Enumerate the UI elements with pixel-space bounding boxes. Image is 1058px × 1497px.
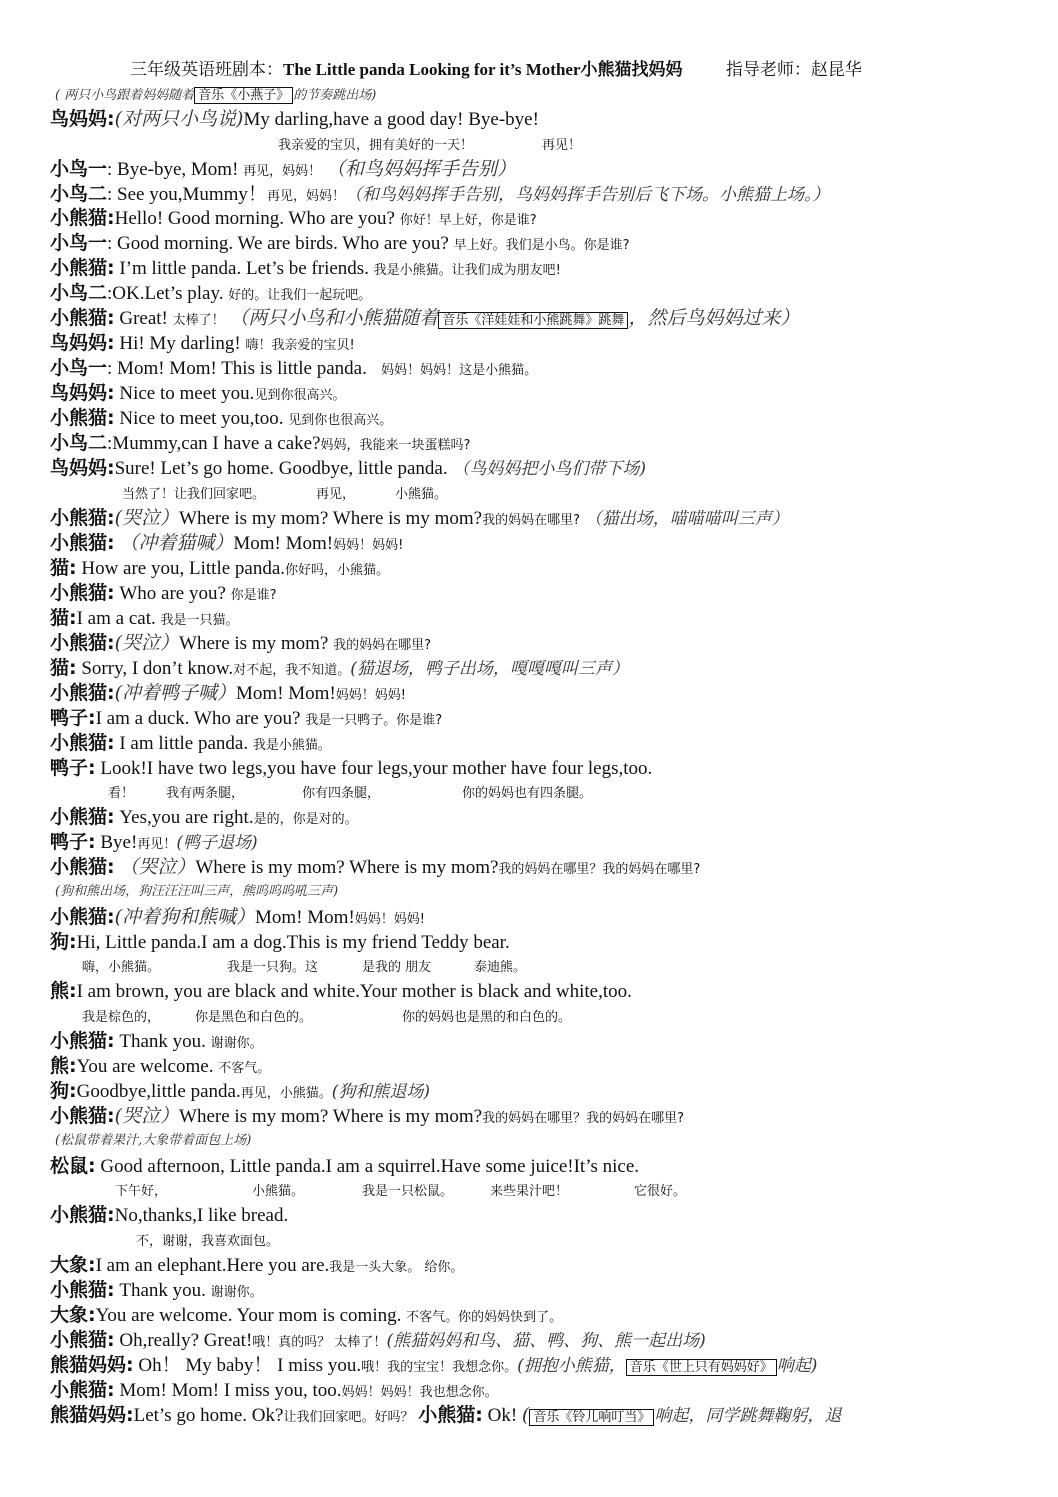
english-text: My darling,have a good day! Bye-bye! xyxy=(243,109,539,130)
chinese-text: 对不起，我不知道。 xyxy=(233,663,351,678)
speaker: 熊: xyxy=(50,980,77,1002)
dialogue-line xyxy=(50,353,537,380)
speaker: 小鸟二 xyxy=(50,432,108,454)
translation: 来些果汁吧！ xyxy=(490,1184,569,1199)
dialogue-line xyxy=(50,827,258,854)
dialogue-line xyxy=(50,703,442,730)
dialogue-line xyxy=(50,927,510,954)
speaker: 狗: xyxy=(50,1080,77,1102)
speaker: 鸟妈妈: xyxy=(50,457,115,479)
stage-direction: 响起) xyxy=(776,1356,818,1376)
chinese-text: 我的妈妈在哪里？我的妈妈在哪里? xyxy=(498,862,701,877)
stage-direction: （和鸟妈妈挥手告别，鸟妈妈挥手告别后飞下场。小熊猫上场。） xyxy=(344,185,830,205)
chinese-text: 你好吗，小熊猫。 xyxy=(285,563,390,578)
speaker: 猫: xyxy=(50,657,77,679)
speaker: 小熊猫: xyxy=(50,507,115,529)
dialogue-line xyxy=(50,528,403,555)
translation: 它很好。 xyxy=(634,1184,687,1199)
speaker: 小熊猫: xyxy=(50,307,115,329)
english-text: : Bye-bye, Mom! xyxy=(107,159,239,180)
dialogue-line xyxy=(50,303,799,330)
chinese-text: 我是一头大象。 给你。 xyxy=(329,1260,464,1275)
speaker: 小鸟一 xyxy=(50,232,108,254)
dialogue-line xyxy=(50,1151,639,1178)
dialogue-line xyxy=(50,403,392,430)
dialogue-line xyxy=(50,902,425,929)
english-text: Yes,you are right. xyxy=(119,807,254,828)
english-text: :Mummy,can I have a cake? xyxy=(107,433,321,454)
chinese-text: 嗨！我亲爱的宝贝! xyxy=(245,338,355,353)
dialogue-line xyxy=(50,1051,270,1078)
title-english: The Little panda Looking for it’s Mother xyxy=(283,60,581,79)
chinese-text: 妈妈，我能来一块蛋糕吗? xyxy=(320,438,471,453)
chinese-text: 哦！我的宝宝！我想念你。 xyxy=(361,1360,518,1375)
speaker: 小熊猫: xyxy=(50,856,115,878)
stage-direction: ，然后鸟妈妈过来） xyxy=(628,307,800,329)
speaker: 小熊猫: xyxy=(50,407,115,429)
english-text: Where is my mom? Where is my mom? xyxy=(195,857,499,878)
speaker: 小熊猫: xyxy=(418,1404,483,1426)
dialogue-line xyxy=(50,253,561,280)
translation: 再见！ xyxy=(542,138,582,153)
dialogue-line xyxy=(50,603,239,630)
dialogue-line xyxy=(50,1400,841,1427)
chinese-text: 妈妈！妈妈! xyxy=(333,538,404,553)
speaker: 小熊猫: xyxy=(50,806,115,828)
speaker: 松鼠: xyxy=(50,1155,96,1177)
dialogue-line xyxy=(50,378,345,405)
english-text: Thank you. xyxy=(119,1280,206,1301)
chinese-text: 我是小熊猫。让我们成为朋友吧! xyxy=(373,263,561,278)
speaker: 小熊猫: xyxy=(50,632,115,654)
chinese-text: 我是一只猫。 xyxy=(160,613,239,628)
dialogue-line xyxy=(50,678,406,705)
speaker: 小熊猫: xyxy=(50,207,115,229)
chinese-text: 好的。让我们一起玩吧。 xyxy=(228,288,372,303)
english-text: You are welcome. xyxy=(76,1056,214,1077)
english-text: Mom! Mom! I miss you, too. xyxy=(119,1380,342,1401)
stage-direction: (冲着鸭子喊） xyxy=(114,682,237,704)
stage-direction: (熊猫妈妈和鸟、猫、鸭、狗、熊一起出场) xyxy=(386,1331,706,1351)
speaker: 猫: xyxy=(50,557,77,579)
dialogue-line xyxy=(50,1026,263,1053)
stage-direction-intro xyxy=(55,84,376,103)
english-text: How are you, Little panda. xyxy=(81,558,286,579)
chinese-text: 再见！ xyxy=(137,837,177,852)
english-text: I am a duck. Who are you? xyxy=(95,708,301,729)
chinese-text: 不客气。你的妈妈快到了。 xyxy=(406,1310,563,1325)
speaker: 小鸟一 xyxy=(50,158,108,180)
stage-direction: (哭泣） xyxy=(114,507,180,529)
speaker: 小熊猫: xyxy=(50,1329,115,1351)
dialogue-line xyxy=(50,553,389,580)
english-text: Mom! Mom! xyxy=(236,683,336,704)
chinese-text: 你是谁? xyxy=(230,588,277,603)
translation: 你有四条腿， xyxy=(302,786,381,801)
dialogue-line xyxy=(50,1250,463,1277)
speaker: 熊猫妈妈: xyxy=(50,1404,134,1426)
chinese-text: 不客气。 xyxy=(218,1061,271,1076)
english-text: Where is my mom? xyxy=(179,633,329,654)
chinese-text: 太棒了！ xyxy=(172,313,225,328)
translation: 我是棕色的， xyxy=(82,1010,161,1025)
dialogue-line xyxy=(50,653,629,680)
music-cue: 音乐《小燕子》 xyxy=(194,87,293,104)
english-text: Nice to meet you,too. xyxy=(119,408,284,429)
english-text: Mom! Mom! xyxy=(233,533,334,554)
stage-direction-note: (松鼠带着果汁,大象带着面包上场) xyxy=(55,1133,252,1148)
stage-direction: (哭泣） xyxy=(114,632,180,654)
english-text: : Mom! Mom! This is little panda. xyxy=(107,358,367,379)
dialogue-line xyxy=(50,1300,562,1327)
page-title xyxy=(130,55,862,80)
dialogue-line xyxy=(50,278,371,305)
dialogue-line xyxy=(50,154,516,181)
speaker: 大象: xyxy=(50,1254,96,1276)
chinese-text: 妈妈！妈妈! xyxy=(335,688,406,703)
english-text: No,thanks,I like bread. xyxy=(114,1205,289,1226)
speaker: 鸟妈妈: xyxy=(50,382,115,404)
stage-direction: （和鸟妈妈挥手告别） xyxy=(325,158,516,180)
dialogue-line xyxy=(50,1325,706,1352)
dialogue-line xyxy=(50,753,652,780)
english-text: I am brown, you are black and white.Your mother is black and white,too. xyxy=(76,981,632,1002)
music-cue: 音乐《世上只有妈妈好》 xyxy=(626,1359,777,1376)
speaker: 小鸟二 xyxy=(50,183,108,205)
stage-direction: （鸟妈妈把小鸟们带下场) xyxy=(452,459,646,479)
stage-direction-note: (狗和熊出场，狗汪汪汪叫三声，熊呜呜呜吼三声) xyxy=(55,884,339,899)
stage-direction: （猫出场，喵喵喵叫三声） xyxy=(584,509,789,529)
title-chinese: 小熊猫找妈妈 xyxy=(580,60,683,79)
speaker: 小熊猫: xyxy=(50,532,115,554)
translation: 你的妈妈也是黑的和白色的。 xyxy=(402,1010,572,1025)
speaker: 鸟妈妈: xyxy=(50,108,115,130)
stage-direction: 响起，同学跳舞鞠躬，退 xyxy=(654,1406,842,1426)
translation: 是我的 朋友 xyxy=(362,960,432,975)
english-text: I am an elephant.Here you are. xyxy=(95,1255,330,1276)
speaker: 小熊猫: xyxy=(50,1204,115,1226)
translation: 我有两条腿， xyxy=(166,786,245,801)
speaker: 小熊猫: xyxy=(50,732,115,754)
english-text: Hi! My darling! xyxy=(119,333,241,354)
translation: 你的妈妈也有四条腿。 xyxy=(462,786,593,801)
stage-direction: （哭泣） xyxy=(119,856,196,878)
chinese-text: 再见，小熊猫。 xyxy=(240,1086,332,1101)
stage-direction: (冲着狗和熊喊） xyxy=(114,906,256,928)
english-text: Who are you? xyxy=(119,583,226,604)
dialogue-line xyxy=(50,328,355,355)
dialogue-line xyxy=(50,728,331,755)
speaker: 小熊猫: xyxy=(50,682,115,704)
english-text: Nice to meet you. xyxy=(119,383,255,404)
translation: 我是一只狗。这 xyxy=(227,960,319,975)
chinese-text: 谢谢你。 xyxy=(210,1036,263,1051)
english-text: Let’s go home. Ok? xyxy=(133,1405,284,1426)
chinese-text: 我的妈妈在哪里？我的妈妈在哪里? xyxy=(482,1111,684,1126)
stage-direction: (猫退场，鸭子出场，嘎嘎嘎叫三声） xyxy=(350,659,629,679)
chinese-text: 哦！真的吗？ 太棒了！ xyxy=(252,1335,387,1350)
chinese-text: 再见，妈妈！ xyxy=(243,164,322,179)
music-cue: 音乐《铃儿响叮当》 xyxy=(529,1409,654,1426)
speaker: 鸭子: xyxy=(50,757,96,779)
dialogue-line xyxy=(50,852,700,879)
translation: 当然了！让我们回家吧。 xyxy=(122,487,266,502)
chinese-text: 是的，你是对的。 xyxy=(253,812,358,827)
chinese-text: 再见，妈妈！ xyxy=(266,189,345,204)
english-text: Oh！ My baby！ I miss you. xyxy=(138,1355,362,1376)
english-text: Look!I have two legs,you have four legs,your mother have four legs,too. xyxy=(100,758,653,779)
english-text: Hello! Good morning. Who are you? xyxy=(114,208,395,229)
english-text: Where is my mom? Where is my mom? xyxy=(179,1106,483,1127)
english-text: Oh,really? Great! xyxy=(119,1330,253,1351)
speaker: 狗: xyxy=(50,931,77,953)
chinese-text: 见到你很高兴。 xyxy=(254,388,346,403)
speaker: 小熊猫: xyxy=(50,906,115,928)
stage-direction: (狗和熊退场) xyxy=(331,1082,430,1102)
translation: 看！ xyxy=(108,786,135,801)
english-text: : See you,Mummy！ xyxy=(107,184,267,205)
english-text: Sorry, I don’t know. xyxy=(81,658,234,679)
translation: 小熊猫。 xyxy=(252,1184,305,1199)
chinese-text: 我的妈妈在哪里? xyxy=(482,513,580,528)
dialogue-line xyxy=(50,628,431,655)
speaker: 小鸟二 xyxy=(50,282,108,304)
english-text: Great! xyxy=(119,308,168,329)
stage-direction: (拥抱小熊猫， xyxy=(517,1356,626,1376)
chinese-text: 妈妈！妈妈！这是小熊猫。 xyxy=(381,363,538,378)
speaker: 小熊猫: xyxy=(50,257,115,279)
dialogue-line xyxy=(50,1076,430,1103)
speaker: 小熊猫: xyxy=(50,582,115,604)
translation: 小熊猫。 xyxy=(395,487,448,502)
translation: 再见， xyxy=(316,487,356,502)
speaker: 小熊猫: xyxy=(50,1279,115,1301)
speaker: 熊猫妈妈: xyxy=(50,1354,134,1376)
dialogue-line xyxy=(50,104,539,131)
intro-text-end: 的节奏跳出场) xyxy=(293,88,377,103)
dialogue-line xyxy=(50,976,632,1003)
dialogue-line xyxy=(50,228,629,255)
english-text: Sure! Let’s go home. Goodbye, little panda. xyxy=(114,458,448,479)
chinese-text: 你好！早上好，你是谁? xyxy=(399,213,537,228)
english-text: Mom! Mom! xyxy=(255,907,355,928)
english-text: Bye! xyxy=(100,832,138,853)
english-text: Good afternoon, Little panda.I am a squirrel.Have some juice!It’s nice. xyxy=(100,1156,640,1177)
translation: 你是黑色和白色的。 xyxy=(195,1010,313,1025)
speaker: 小熊猫: xyxy=(50,1105,115,1127)
speaker: 猫: xyxy=(50,607,77,629)
speaker: 小鸟一 xyxy=(50,357,108,379)
stage-direction: （冲着猫喊） xyxy=(119,532,234,554)
speaker: 鸟妈妈: xyxy=(50,332,115,354)
english-text: Goodbye,little panda. xyxy=(76,1081,241,1102)
chinese-text: 我是小熊猫。 xyxy=(252,738,331,753)
dialogue-line xyxy=(50,1101,684,1128)
translation: 嗨，小熊猫。 xyxy=(82,960,161,975)
chinese-text: 我是一只鸭子。你是谁? xyxy=(305,713,443,728)
english-text: Hi, Little panda.I am a dog.This is my friend Teddy bear. xyxy=(76,932,510,953)
speaker: 小熊猫: xyxy=(50,1379,115,1401)
chinese-text: 见到你也很高兴。 xyxy=(288,413,393,428)
english-text: I am a cat. xyxy=(76,608,156,629)
dialogue-line xyxy=(50,453,646,480)
dialogue-line xyxy=(50,428,470,455)
chinese-text: 让我们回家吧。好吗？ xyxy=(283,1410,414,1425)
stage-direction: ( xyxy=(521,1404,530,1426)
translation: 我是一只松鼠。 xyxy=(362,1184,454,1199)
stage-direction: (对两只小鸟说) xyxy=(114,108,244,130)
speaker: 鸭子: xyxy=(50,831,96,853)
dialogue-line xyxy=(50,578,277,605)
dialogue-line xyxy=(50,1275,263,1302)
speaker: 熊: xyxy=(50,1055,77,1077)
speaker: 大象: xyxy=(50,1304,96,1326)
translation: 下午好， xyxy=(115,1184,168,1199)
english-text: Thank you. xyxy=(119,1031,206,1052)
translation: 不，谢谢，我喜欢面包。 xyxy=(136,1234,280,1249)
chinese-text: 我的妈妈在哪里? xyxy=(333,638,432,653)
dialogue-line xyxy=(50,1375,498,1402)
dialogue-line xyxy=(50,1200,288,1227)
stage-direction: (鸭子退场) xyxy=(176,833,258,853)
chinese-text: 妈妈！妈妈！我也想念你。 xyxy=(341,1385,498,1400)
english-text: Ok! xyxy=(487,1405,518,1426)
dialogue-line xyxy=(50,179,829,206)
intro-text: ( 两只小鸟跟着妈妈随着 xyxy=(55,88,195,103)
stage-direction: （两只小鸟和小熊猫随着 xyxy=(229,307,439,329)
dialogue-line xyxy=(50,802,358,829)
english-text: Where is my mom? Where is my mom? xyxy=(179,508,483,529)
chinese-text: 早上好。我们是小鸟。你是谁? xyxy=(453,238,630,253)
chinese-text: 妈妈！妈妈! xyxy=(354,912,425,927)
stage-direction: (哭泣） xyxy=(114,1105,180,1127)
title-prefix: 三年级英语班剧本： xyxy=(130,60,283,80)
teacher-credit: 指导老师：赵昆华 xyxy=(725,60,862,80)
english-text: I am little panda. xyxy=(119,733,249,754)
english-text: :OK.Let’s play. xyxy=(107,283,224,304)
dialogue-line xyxy=(50,203,537,230)
translation: 泰迪熊。 xyxy=(474,960,527,975)
english-text: : Good morning. We are birds. Who are you? xyxy=(107,233,449,254)
dialogue-line xyxy=(50,1350,817,1377)
dialogue-line xyxy=(50,503,789,530)
english-text: I’m little panda. Let’s be friends. xyxy=(119,258,369,279)
music-cue: 音乐《洋娃娃和小熊跳舞》跳舞 xyxy=(438,312,628,329)
speaker: 鸭子: xyxy=(50,707,96,729)
speaker: 小熊猫: xyxy=(50,1030,115,1052)
english-text: You are welcome. Your mom is coming. xyxy=(95,1305,402,1326)
translation: 我亲爱的宝贝，拥有美好的一天！ xyxy=(278,138,474,153)
chinese-text: 谢谢你。 xyxy=(210,1285,263,1300)
